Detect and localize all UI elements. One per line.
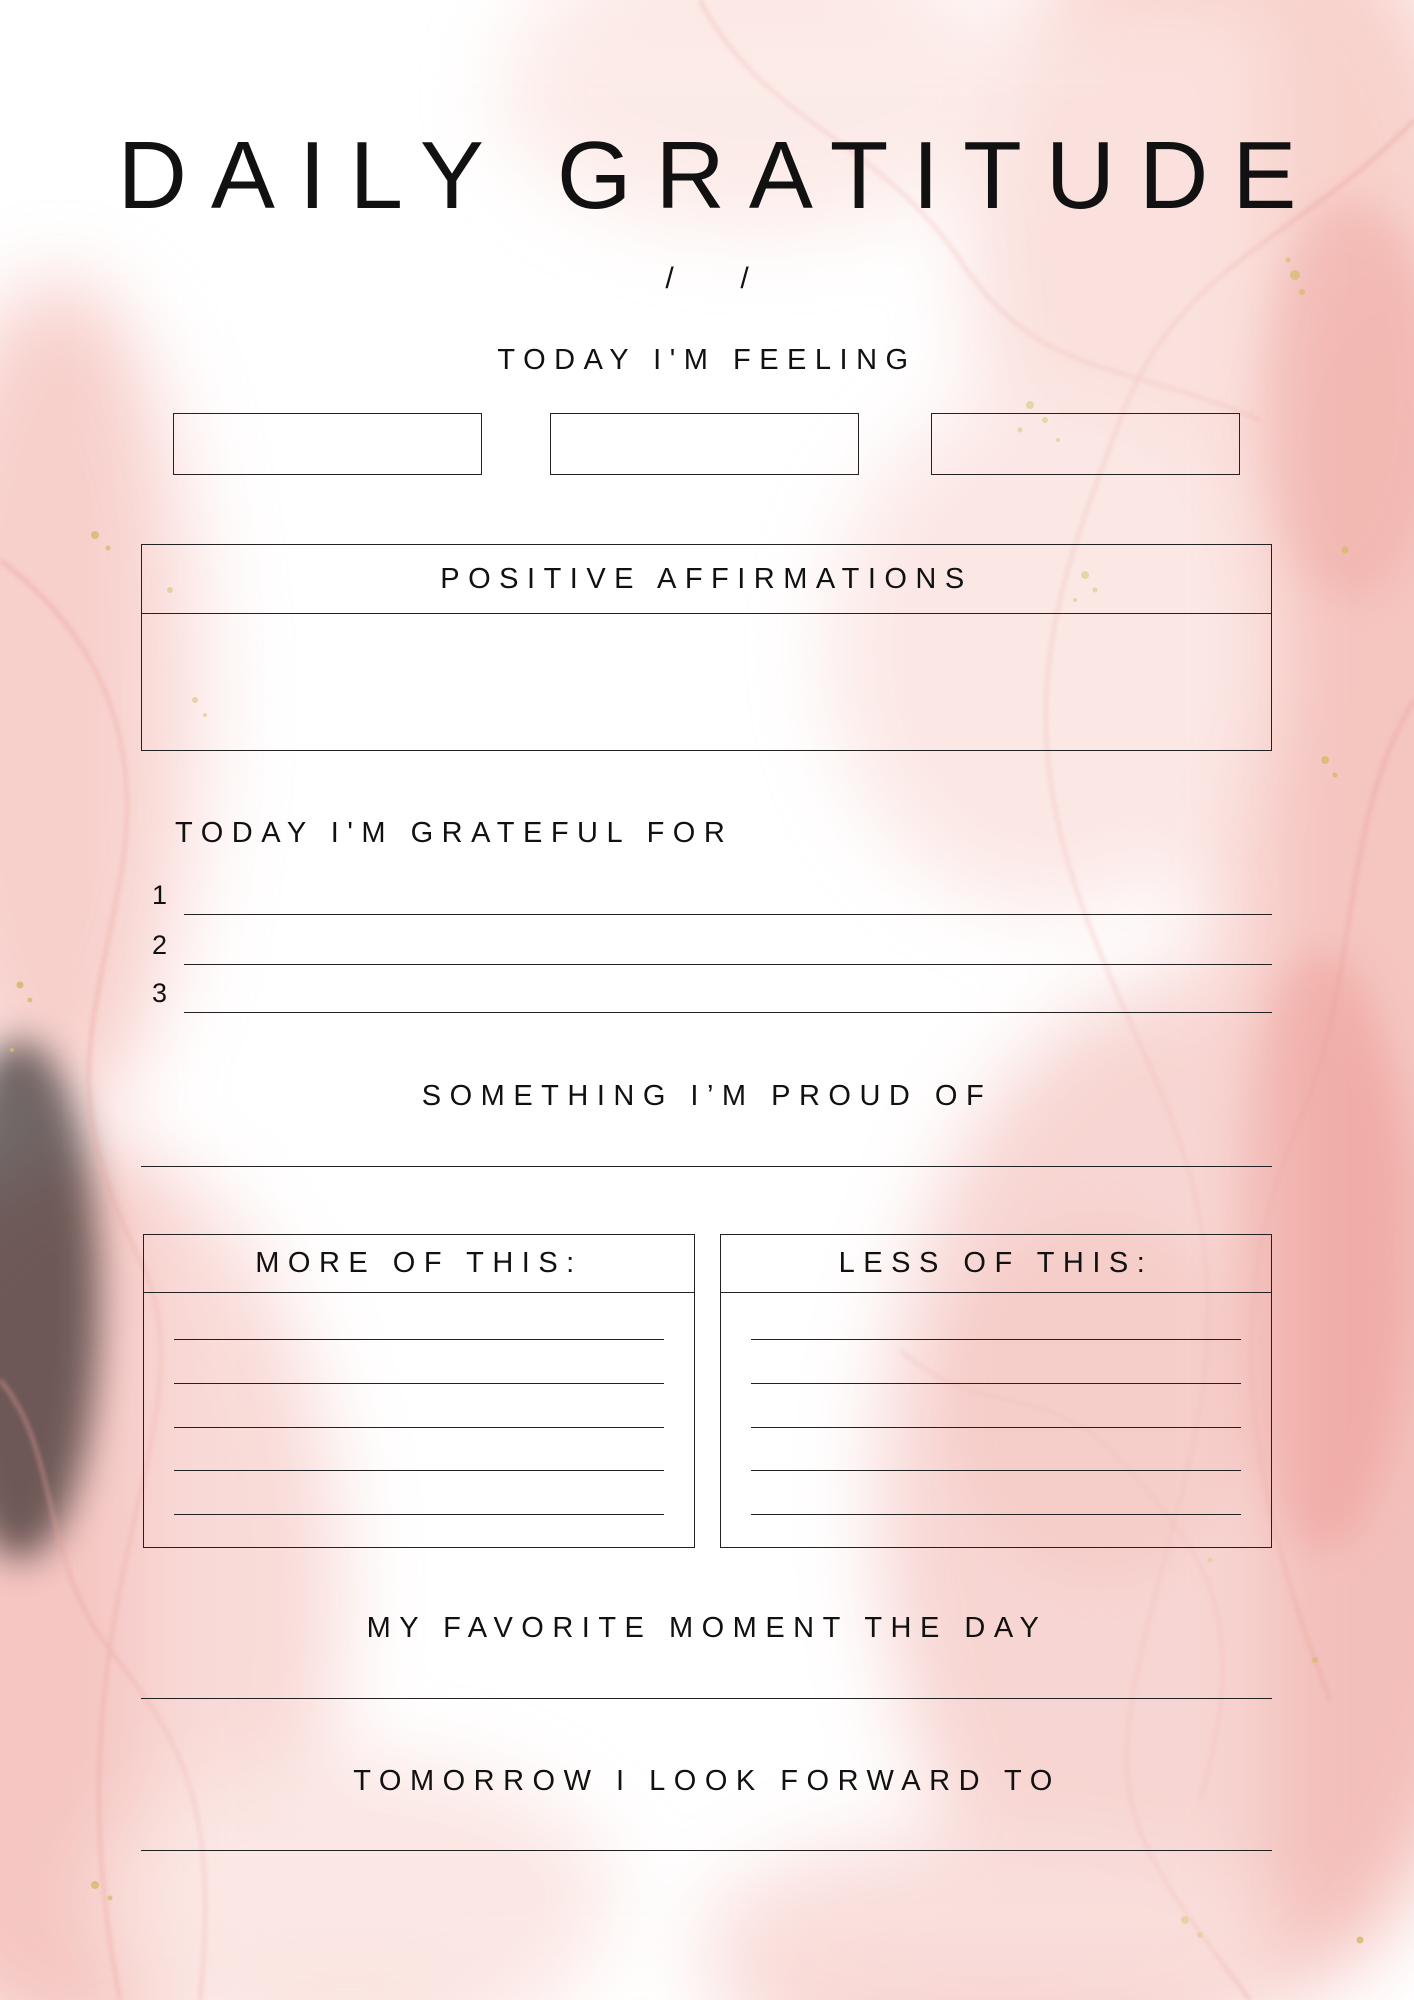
feeling-box-2[interactable] (550, 413, 859, 475)
tomorrow-heading: TOMORROW I LOOK FORWARD TO (353, 1765, 1061, 1797)
more-panel (143, 1234, 695, 1548)
grateful-line-2[interactable] (184, 964, 1272, 965)
proud-heading: SOMETHING I’M PROUD OF (421, 1080, 993, 1112)
less-heading: LESS OF THIS: (838, 1247, 1154, 1279)
less-panel (720, 1234, 1272, 1548)
date-field[interactable] (0, 262, 1414, 296)
grateful-line-1[interactable] (184, 914, 1272, 915)
less-line[interactable] (751, 1383, 1241, 1384)
grateful-number-3: 3 (152, 978, 168, 1008)
more-heading: MORE OF THIS: (255, 1247, 583, 1279)
more-line[interactable] (174, 1514, 664, 1515)
more-line[interactable] (174, 1427, 664, 1428)
date-separator: / (665, 262, 674, 295)
less-header (721, 1235, 1271, 1293)
affirmations-field[interactable] (142, 614, 1271, 750)
grateful-heading: TODAY I'M GRATEFUL FOR (175, 817, 734, 849)
less-line[interactable] (751, 1514, 1241, 1515)
feeling-box-1[interactable] (173, 413, 482, 475)
more-header (144, 1235, 694, 1293)
feeling-heading: TODAY I'M FEELING (497, 344, 917, 376)
less-line[interactable] (751, 1470, 1241, 1471)
affirmations-heading: POSITIVE AFFIRMATIONS (440, 562, 973, 595)
grateful-number-1: 1 (152, 880, 168, 910)
feeling-box-3[interactable] (931, 413, 1240, 475)
more-line[interactable] (174, 1339, 664, 1340)
grateful-line-3[interactable] (184, 1012, 1272, 1013)
less-line[interactable] (751, 1427, 1241, 1428)
page-title: DAILY GRATITUDE (117, 122, 1321, 229)
less-line[interactable] (751, 1339, 1241, 1340)
grateful-number-2: 2 (152, 930, 168, 960)
more-line[interactable] (174, 1383, 664, 1384)
proud-line[interactable] (141, 1166, 1272, 1167)
tomorrow-line[interactable] (141, 1850, 1272, 1851)
more-line[interactable] (174, 1470, 664, 1471)
affirmations-header (142, 545, 1271, 614)
affirmations-panel (141, 544, 1272, 751)
favorite-heading: MY FAVORITE MOMENT THE DAY (366, 1612, 1048, 1644)
favorite-line[interactable] (141, 1698, 1272, 1699)
date-separator: / (740, 262, 749, 295)
